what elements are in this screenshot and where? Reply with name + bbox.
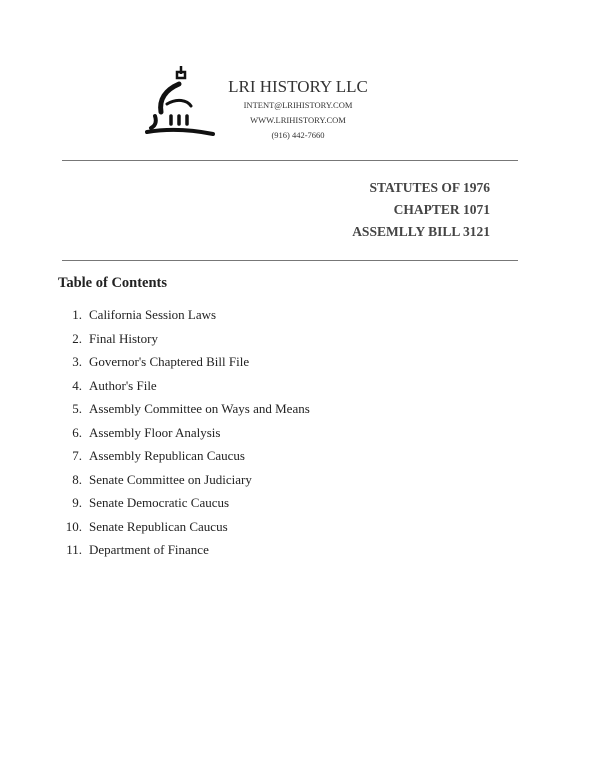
toc-item-label: Senate Republican Caucus xyxy=(89,518,228,534)
toc-item xyxy=(58,519,310,543)
toc-item xyxy=(58,542,310,566)
toc-item-number: 5. xyxy=(72,401,82,416)
toc-item xyxy=(58,378,310,402)
toc-item xyxy=(58,331,310,355)
company-website: WWW.LRIHISTORY.COM xyxy=(250,115,346,125)
toc-item xyxy=(58,448,310,472)
toc-item-number: 9. xyxy=(72,495,82,510)
company-phone: (916) 442-7660 xyxy=(271,130,325,140)
toc-item xyxy=(58,307,310,331)
company-name: LRI HISTORY LLC xyxy=(228,77,368,96)
toc-list xyxy=(58,307,310,566)
divider xyxy=(62,160,518,161)
toc-item-label: Governor's Chaptered Bill File xyxy=(89,354,250,369)
toc-item-number: 10. xyxy=(65,518,82,534)
toc-item xyxy=(58,425,310,449)
toc-item-label: Author's File xyxy=(89,377,157,393)
toc-item-number: 2. xyxy=(72,330,82,346)
toc-item-number: 6. xyxy=(72,424,82,440)
toc-item-number: 11. xyxy=(66,542,82,557)
toc-item-label: Final History xyxy=(89,330,158,346)
toc-item-label: Senate Committee on Judiciary xyxy=(89,471,252,487)
toc-item-number: 8. xyxy=(72,471,82,487)
divider xyxy=(62,260,518,261)
toc-item-label: Senate Democratic Caucus xyxy=(89,495,230,510)
toc-item xyxy=(58,495,310,519)
toc-item-number: 3. xyxy=(72,354,82,369)
toc-item-label: Assembly Committee on Ways and Means xyxy=(89,401,310,416)
toc-item-label: Assembly Republican Caucus xyxy=(89,448,245,463)
statutes-line: STATUTES OF 1976 xyxy=(369,180,490,195)
toc-item xyxy=(58,354,310,378)
company-email: INTENT@LRIHISTORY.COM xyxy=(243,100,353,110)
toc-heading: Table of Contents xyxy=(58,275,168,291)
toc-item-number: 4. xyxy=(72,377,82,393)
toc-item-label: California Session Laws xyxy=(89,307,217,322)
toc-item-label: Assembly Floor Analysis xyxy=(89,424,221,440)
capitol-logo-icon xyxy=(143,64,215,138)
toc-item xyxy=(58,401,310,425)
chapter-line: CHAPTER 1071 xyxy=(393,202,490,217)
toc-item-number: 1. xyxy=(72,307,82,322)
toc-item xyxy=(58,472,310,496)
bill-line: ASSEMLLY BILL 3121 xyxy=(352,224,490,239)
toc-item-label: Department of Finance xyxy=(89,542,209,557)
toc-item-number: 7. xyxy=(72,448,82,463)
